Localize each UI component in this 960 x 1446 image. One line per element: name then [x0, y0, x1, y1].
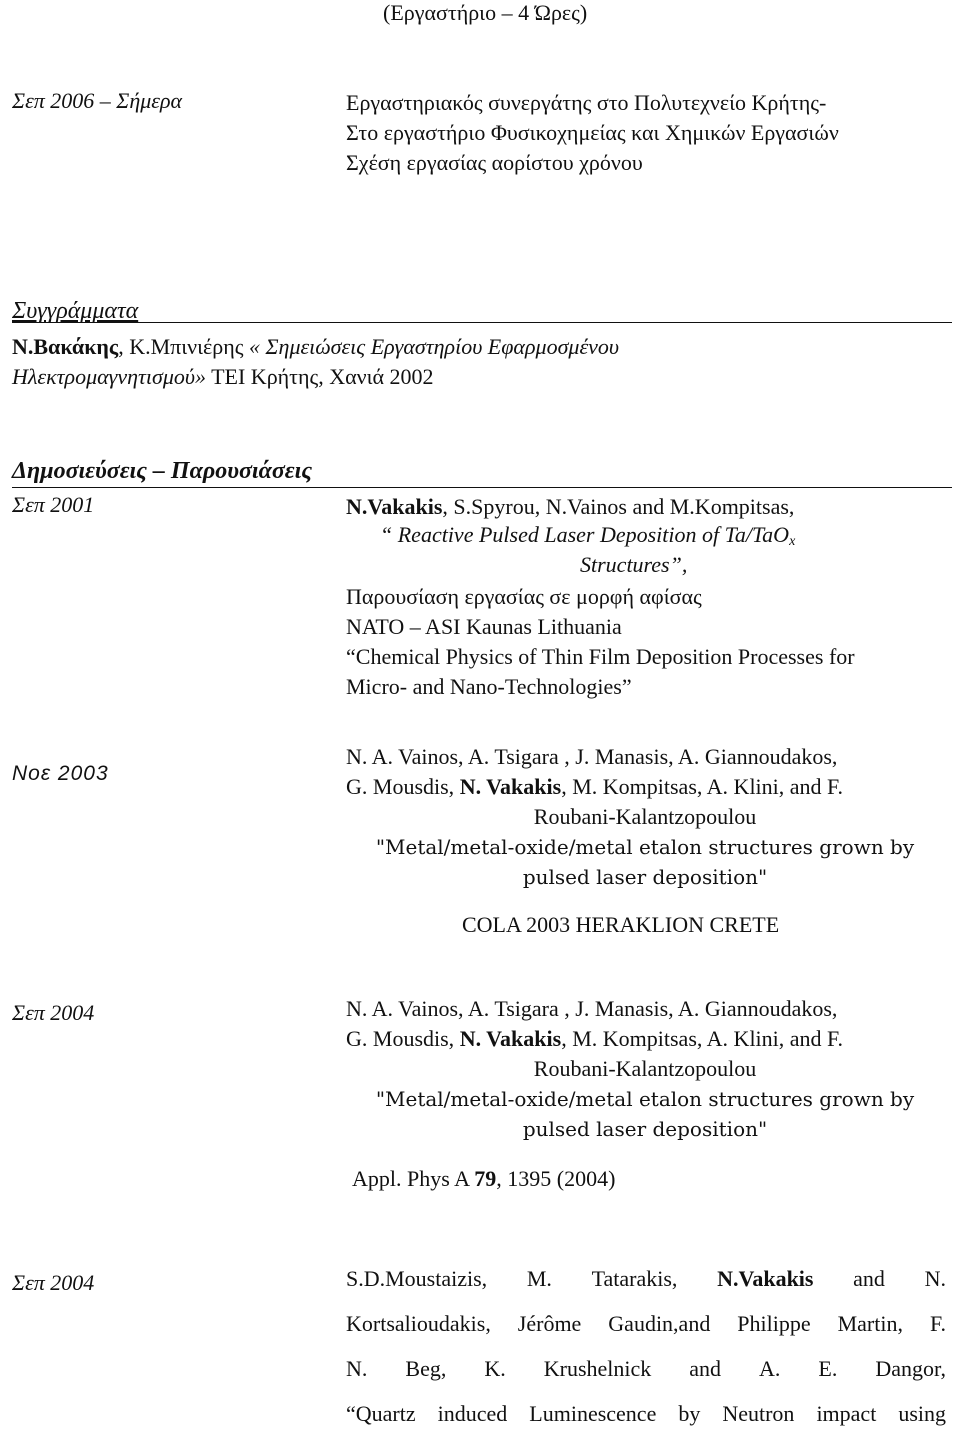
- lab-hours-note: (Εργαστήριο – 4 Ώρες): [383, 0, 588, 25]
- word: Gaudin,and: [608, 1311, 711, 1336]
- word: K.: [484, 1356, 506, 1381]
- word: using: [898, 1401, 946, 1426]
- publication-entry: [346, 492, 794, 522]
- word: induced: [437, 1401, 508, 1426]
- publication-details: [346, 582, 855, 702]
- word: Neutron: [722, 1401, 795, 1426]
- journal-pages: , 1395 (2004): [496, 1166, 616, 1191]
- author-bold: N. Vakakis: [459, 774, 562, 799]
- publication-date: Σεπ 2004: [12, 1000, 95, 1025]
- word: Beg,: [405, 1356, 447, 1381]
- book-entry: [12, 332, 619, 392]
- employment-date: Σεπ 2006 – Σήμερα: [12, 88, 183, 113]
- publication-title-line1: [380, 522, 795, 550]
- publication-title-line2: Structures”,: [580, 552, 688, 577]
- word: and: [853, 1266, 885, 1291]
- word: Tatarakis,: [591, 1266, 678, 1291]
- author-bold: N. Vakakis: [459, 1026, 562, 1051]
- author-bold: N.Vakakis: [717, 1266, 814, 1291]
- publication-title-line1: "Metal/metal-oxide/metal etalon structures grown by: [375, 835, 915, 859]
- publication-type: Παρουσίαση εργασίας σε μορφή αφίσας: [346, 584, 702, 609]
- publications-heading-rule: [12, 487, 952, 488]
- word: impact: [816, 1401, 877, 1426]
- employment-line: Εργαστηριακός συνεργάτης στο Πολυτεχνείο Κρήτης-: [346, 90, 827, 115]
- publications-heading: Δημοσιεύσεις – Παρουσιάσεις: [12, 458, 313, 484]
- publication-authors-line1: N. A. Vainos, A. Tsigara , J. Manasis, A. Giannoudakos,: [346, 744, 838, 769]
- title-subscript: x: [789, 534, 796, 549]
- publication-authors-line2: [346, 1024, 944, 1054]
- title-text: “ Reactive Pulsed Laser Deposition of Ta/TaO: [380, 522, 790, 547]
- publication-date: Σεπ 2004: [12, 1270, 95, 1295]
- employment-description: [346, 88, 839, 178]
- book-title-part2: Ηλεκτρομαγνητισμού»: [12, 364, 206, 389]
- publication-entry: [346, 1266, 946, 1446]
- employment-line: Σχέση εργασίας αορίστου χρόνου: [346, 150, 643, 175]
- justified-row: [346, 1356, 946, 1401]
- word: S.D.Moustaizis,: [346, 1266, 488, 1291]
- publication-entry: [346, 994, 944, 1144]
- word: Krushelnick: [543, 1356, 652, 1381]
- author-text: , M. Kompitsas, A. Klini, and F.: [561, 774, 844, 799]
- author-text: G. Mousdis,: [346, 774, 460, 799]
- justified-row: [346, 1401, 946, 1446]
- book-publisher: ΤΕΙ Κρήτης, Χανιά 2002: [206, 364, 434, 389]
- word: F.: [929, 1311, 946, 1336]
- publication-event-line2: Micro- and Nano-Technologies”: [346, 674, 632, 699]
- publication-title-line1: "Metal/metal-oxide/metal etalon structures grown by: [375, 1087, 915, 1111]
- word: N.: [924, 1266, 946, 1291]
- word: Martin,: [837, 1311, 903, 1336]
- publication-venue: NATO – ASI Kaunas Lithuania: [346, 614, 622, 639]
- justified-row: [346, 1311, 946, 1356]
- book-title-part1: « Σημειώσεις Εργαστηρίου Εφαρμοσμένου: [248, 334, 619, 359]
- publication-authors: [346, 492, 794, 522]
- author-bold: N.Vakakis: [346, 494, 443, 519]
- author-text: , M. Kompitsas, A. Klini, and F.: [561, 1026, 844, 1051]
- word: Dangor,: [875, 1356, 946, 1381]
- word: N.: [346, 1356, 368, 1381]
- publication-authors-line3: Roubani-Kalantzopoulou: [533, 1056, 757, 1081]
- publication-authors-line2: [346, 772, 944, 802]
- publication-authors-line1: N. A. Vainos, A. Tsigara , J. Manasis, A. Giannoudakos,: [346, 996, 838, 1021]
- publication-date: Σεπ 2001: [12, 492, 95, 517]
- journal-name: Appl. Phys A: [352, 1166, 475, 1191]
- publication-entry: [346, 742, 944, 892]
- author-rest: , S.Spyrou, N.Vainos and M.Kompitsas,: [442, 494, 795, 519]
- author-text: G. Mousdis,: [346, 1026, 460, 1051]
- employment-line: Στο εργαστήριο Φυσικοχημείας και Χημικών Εργασιών: [346, 120, 839, 145]
- publication-event-line1: “Chemical Physics of Thin Film Deposition Processes for: [346, 644, 855, 669]
- book-author-bold: Ν.Βακάκης: [12, 334, 119, 359]
- word: and: [689, 1356, 722, 1381]
- word: Luminescence: [529, 1401, 657, 1426]
- word: Philippe: [737, 1311, 811, 1336]
- journal-volume: 79: [474, 1166, 497, 1191]
- word: A.: [759, 1356, 781, 1381]
- publication-journal: [352, 1166, 615, 1192]
- books-heading-rule: [12, 322, 952, 323]
- publication-title-line2: pulsed laser deposition": [522, 1117, 768, 1141]
- books-heading: Συγγράμματα: [12, 298, 139, 324]
- word: M.: [526, 1266, 552, 1291]
- publication-authors-line3: Roubani-Kalantzopoulou: [533, 804, 757, 829]
- justified-row: [346, 1266, 946, 1311]
- book-author-rest: , Κ.Μπινιέρης: [118, 334, 249, 359]
- word: “Quartz: [346, 1401, 416, 1426]
- publication-title-line2: pulsed laser deposition": [522, 865, 768, 889]
- word: by: [678, 1401, 701, 1426]
- word: E.: [818, 1356, 838, 1381]
- publication-venue: COLA 2003 HERAKLION CRETE: [462, 912, 780, 937]
- publication-date: Νοε 2003: [12, 762, 109, 785]
- word: Kortsalioudakis,: [346, 1311, 491, 1336]
- word: Jérôme: [517, 1311, 582, 1336]
